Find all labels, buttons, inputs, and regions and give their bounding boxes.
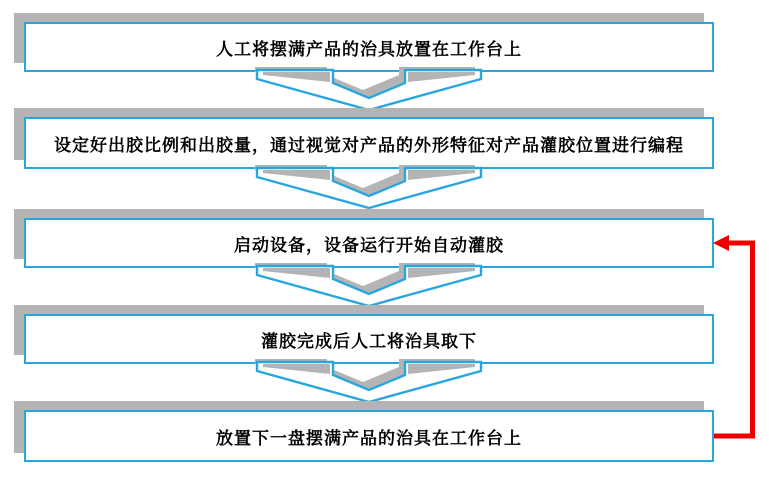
flow-step-4-label: 灌胶完成后人工将治具取下 [261,331,477,351]
flow-step-5-label: 放置下一盘摆满产品的治具在工作台上 [216,428,522,448]
arrowhead-left-icon [713,235,729,251]
flow-step-1-label: 人工将摆满产品的治具放置在工作台上 [216,39,522,59]
flow-step-2-label: 设定好出胶比例和出胶量，通过视觉对产品的外形特征对产品灌胶位置进行编程 [54,135,684,155]
flow-step-1-face [24,22,714,72]
down-arrow-icon [255,263,483,309]
down-arrow-icon [255,359,483,405]
flow-step-4 [24,314,714,364]
down-arrow-icon [255,67,483,113]
flow-step-3-face [24,218,714,268]
flow-step-1 [24,22,714,72]
flow-step-5-face [24,410,714,462]
flow-step-5 [24,410,714,462]
flow-step-2-face [24,117,714,169]
down-arrow-icon [255,165,483,211]
flow-step-3-label: 启动设备，设备运行开始自动灌胶 [234,235,504,255]
flow-step-2 [24,117,714,169]
flow-step-3 [24,218,714,268]
flow-step-4-face [24,314,714,364]
